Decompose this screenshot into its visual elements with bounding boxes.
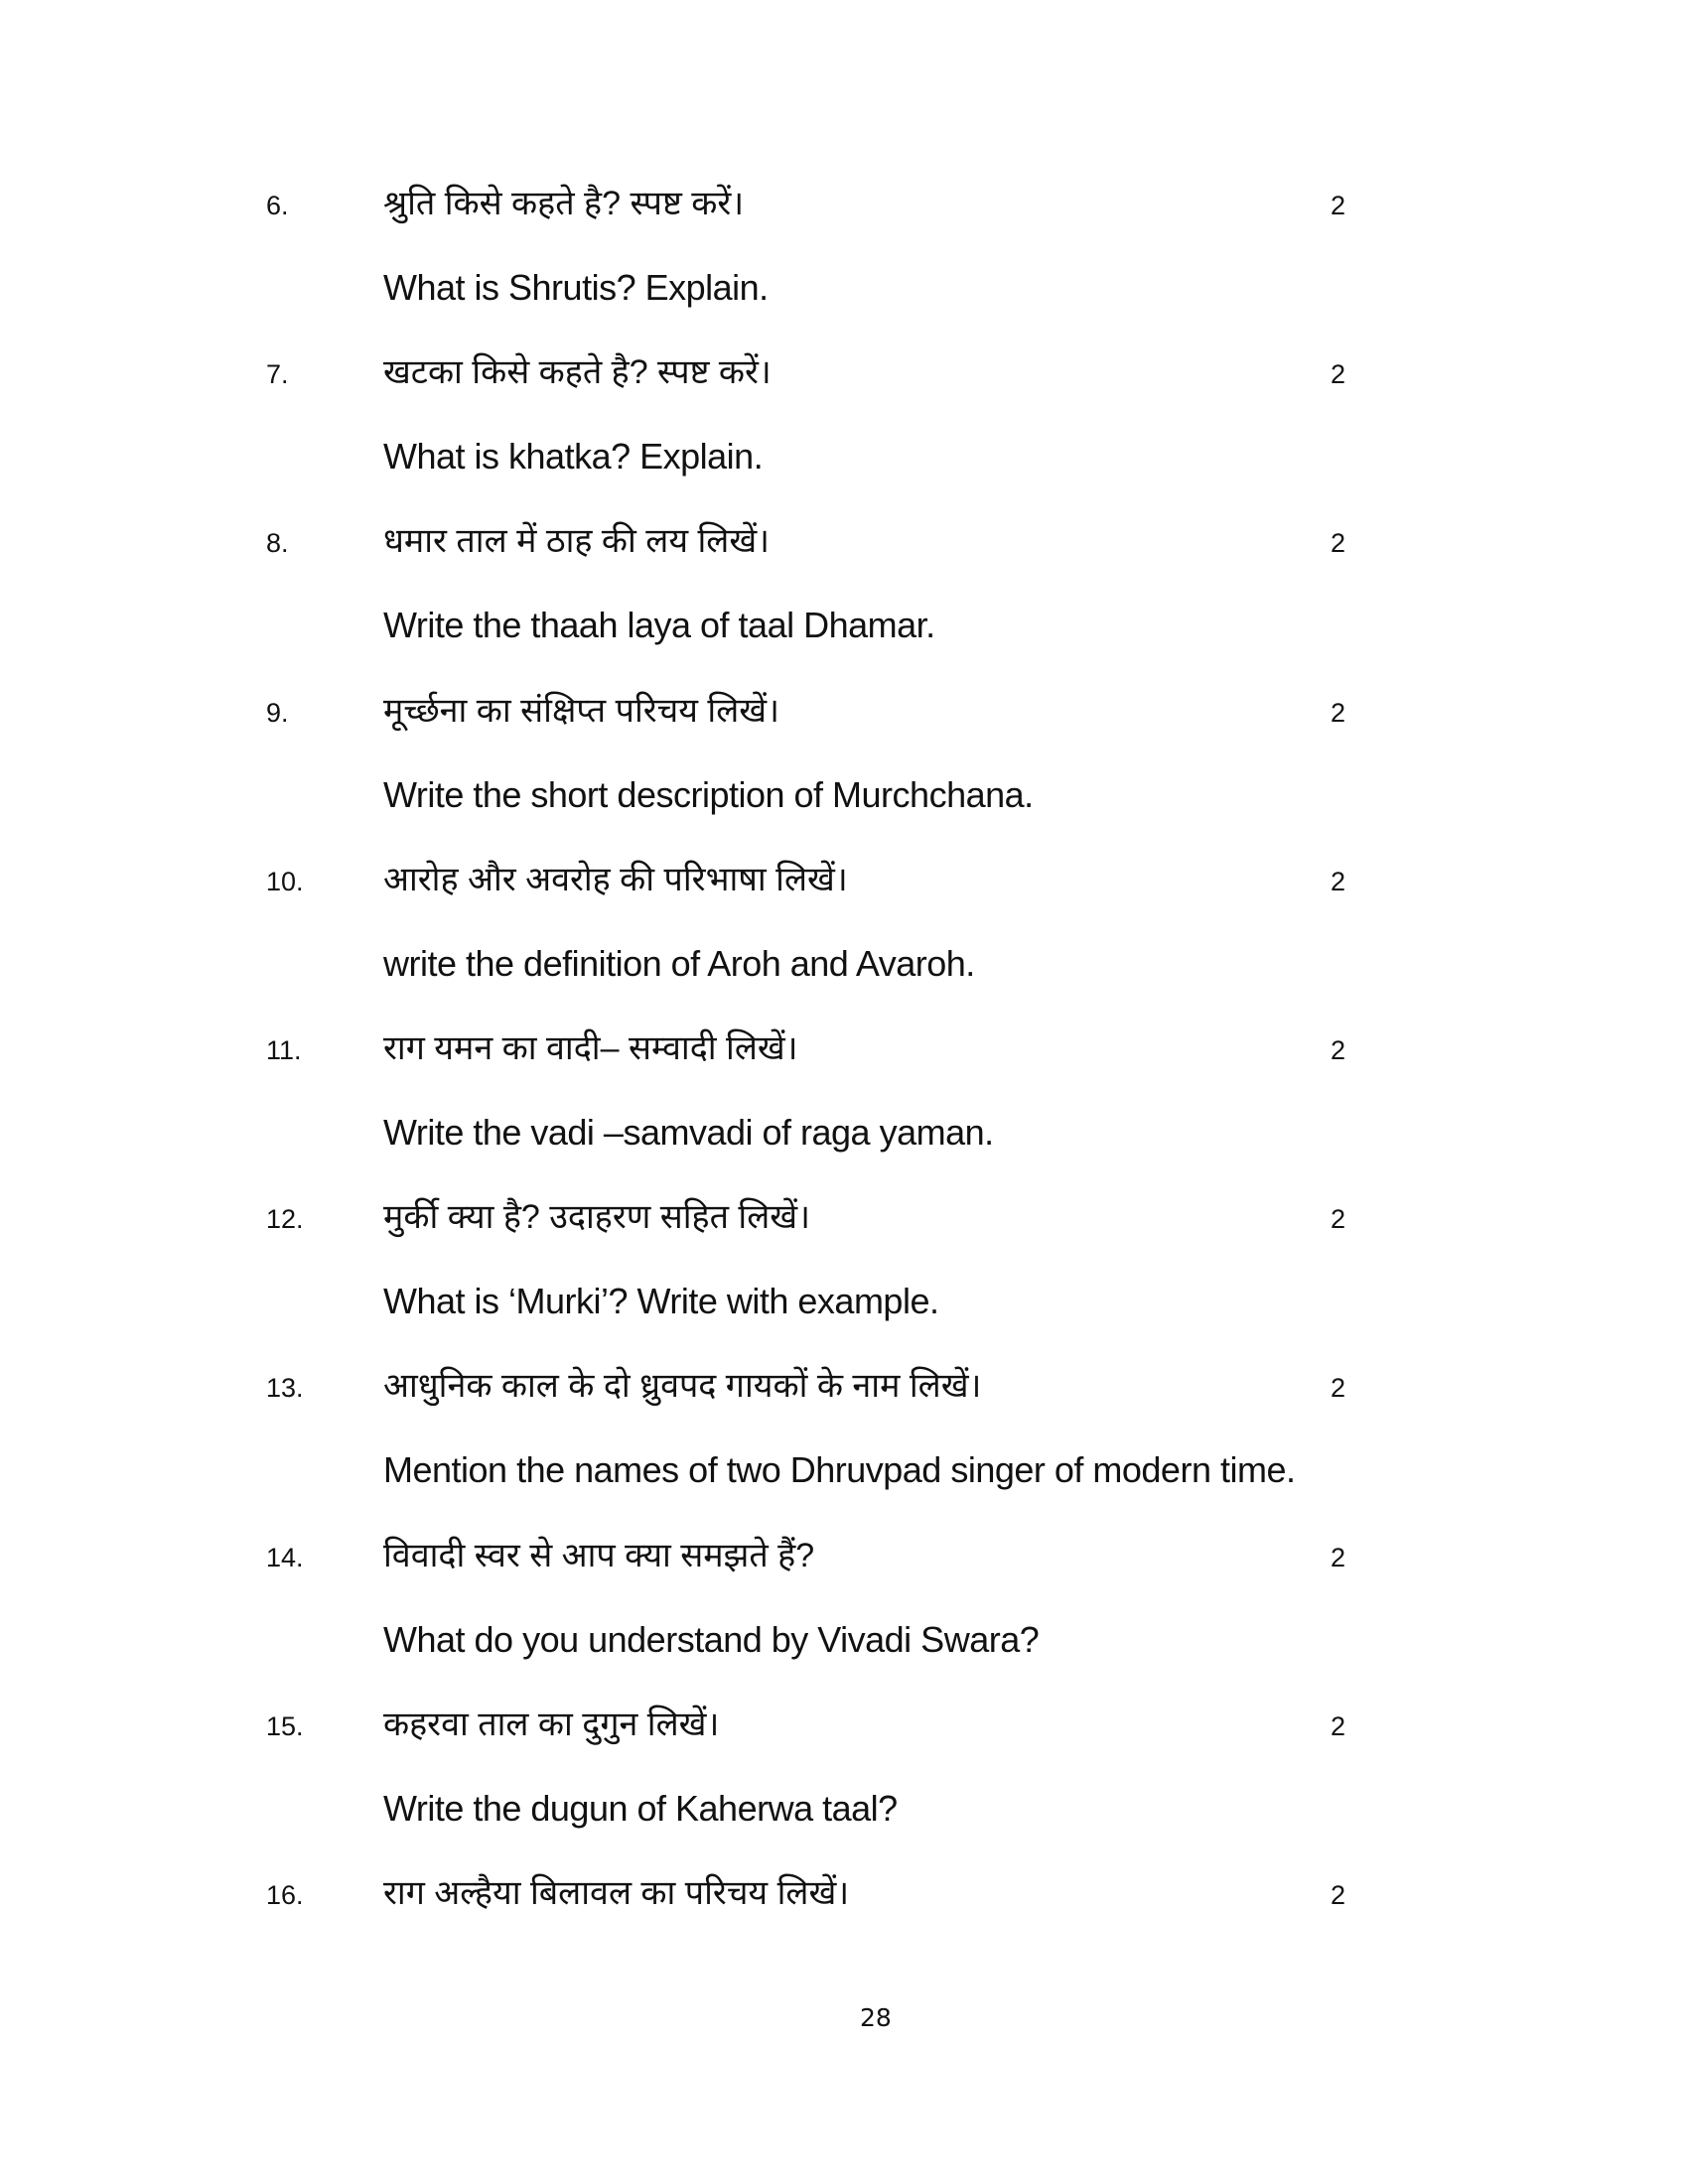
question-item bbox=[0, 1517, 1688, 1601]
question-hindi: राग यमन का वादी– सम्वादी लिखें। bbox=[383, 1028, 798, 1067]
question-item bbox=[0, 502, 1688, 587]
question-english: write the definition of Aroh and Avaroh. bbox=[383, 942, 975, 984]
question-english-line bbox=[0, 249, 1688, 334]
question-english-line bbox=[0, 1601, 1688, 1686]
question-marks: 2 bbox=[1331, 866, 1346, 896]
question-item bbox=[0, 1854, 1688, 1939]
question-hindi: आधुनिक काल के दो ध्रुवपद गायकों के नाम लिखें। bbox=[383, 1367, 982, 1406]
question-number: 7. bbox=[266, 359, 289, 390]
question-english-line bbox=[0, 1094, 1688, 1178]
question-list bbox=[0, 165, 1688, 1939]
question-number: 14. bbox=[266, 1542, 304, 1572]
question-hindi: आरोह और अवरोह की परिभाषा लिखें। bbox=[383, 860, 848, 898]
question-item bbox=[0, 841, 1688, 925]
page-number: 28 bbox=[860, 2003, 892, 2032]
question-marks: 2 bbox=[1331, 1204, 1346, 1235]
question-english: Write the vadi –samvadi of raga yaman. bbox=[383, 1112, 994, 1154]
question-hindi: राग अल्हैया बिलावल का परिचय लिखें। bbox=[383, 1873, 850, 1912]
question-english: What do you understand by Vivadi Swara? bbox=[383, 1618, 1040, 1660]
question-english: What is khatka? Explain. bbox=[383, 436, 764, 478]
question-english: Mention the names of two Dhruvpad singer of modern time. bbox=[383, 1449, 1296, 1491]
question-item bbox=[0, 1347, 1688, 1432]
question-item bbox=[0, 672, 1688, 756]
question-item bbox=[0, 165, 1688, 249]
question-number: 6. bbox=[266, 191, 289, 220]
question-hindi: श्रुति किसे कहते है? स्पष्ट करें। bbox=[383, 185, 745, 222]
question-marks: 2 bbox=[1331, 528, 1346, 559]
question-marks: 2 bbox=[1331, 1542, 1346, 1572]
question-number: 11. bbox=[266, 1034, 302, 1065]
question-number: 16. bbox=[266, 1879, 304, 1910]
question-english-line bbox=[0, 756, 1688, 841]
question-english: Write the dugun of Kaherwa taal? bbox=[383, 1787, 898, 1829]
question-marks: 2 bbox=[1331, 1710, 1346, 1741]
question-number: 15. bbox=[266, 1710, 304, 1741]
question-hindi: धमार ताल में ठाह की लय लिखें। bbox=[383, 522, 771, 561]
question-english-line bbox=[0, 925, 1688, 1010]
question-english-line bbox=[0, 1263, 1688, 1347]
question-english: Write the thaah laya of taal Dhamar. bbox=[383, 605, 935, 646]
question-hindi: मूर्च्छना का संक्षिप्त परिचय लिखें। bbox=[383, 691, 779, 730]
question-english-line bbox=[0, 418, 1688, 502]
question-marks: 2 bbox=[1331, 1879, 1346, 1910]
question-item bbox=[0, 1010, 1688, 1094]
question-hindi: विवादी स्वर से आप क्या समझते हैं? bbox=[383, 1536, 815, 1574]
question-english: What is ‘Murki’? Write with example. bbox=[383, 1281, 939, 1322]
question-number: 9. bbox=[266, 697, 289, 728]
question-number: 13. bbox=[266, 1373, 304, 1404]
question-english-line bbox=[0, 1432, 1688, 1516]
question-item bbox=[0, 334, 1688, 418]
question-hindi: खटका किसे कहते है? स्पष्ट करें। bbox=[383, 353, 772, 392]
question-marks: 2 bbox=[1331, 191, 1346, 220]
question-number: 12. bbox=[266, 1204, 304, 1235]
question-english-line bbox=[0, 587, 1688, 671]
question-marks: 2 bbox=[1331, 1034, 1346, 1065]
question-marks: 2 bbox=[1331, 1373, 1346, 1404]
question-marks: 2 bbox=[1331, 359, 1346, 390]
question-number: 8. bbox=[266, 528, 289, 559]
question-item bbox=[0, 1686, 1688, 1770]
question-hindi: मुर्की क्या है? उदाहरण सहित लिखें। bbox=[383, 1198, 810, 1237]
question-english: Write the short description of Murchchana. bbox=[383, 773, 1034, 815]
question-english: What is Shrutis? Explain. bbox=[383, 267, 769, 309]
question-item bbox=[0, 1178, 1688, 1263]
question-hindi: कहरवा ताल का दुगुन लिखें। bbox=[383, 1705, 720, 1743]
question-number: 10. bbox=[266, 866, 304, 896]
question-marks: 2 bbox=[1331, 697, 1346, 728]
question-english-line bbox=[0, 1770, 1688, 1854]
